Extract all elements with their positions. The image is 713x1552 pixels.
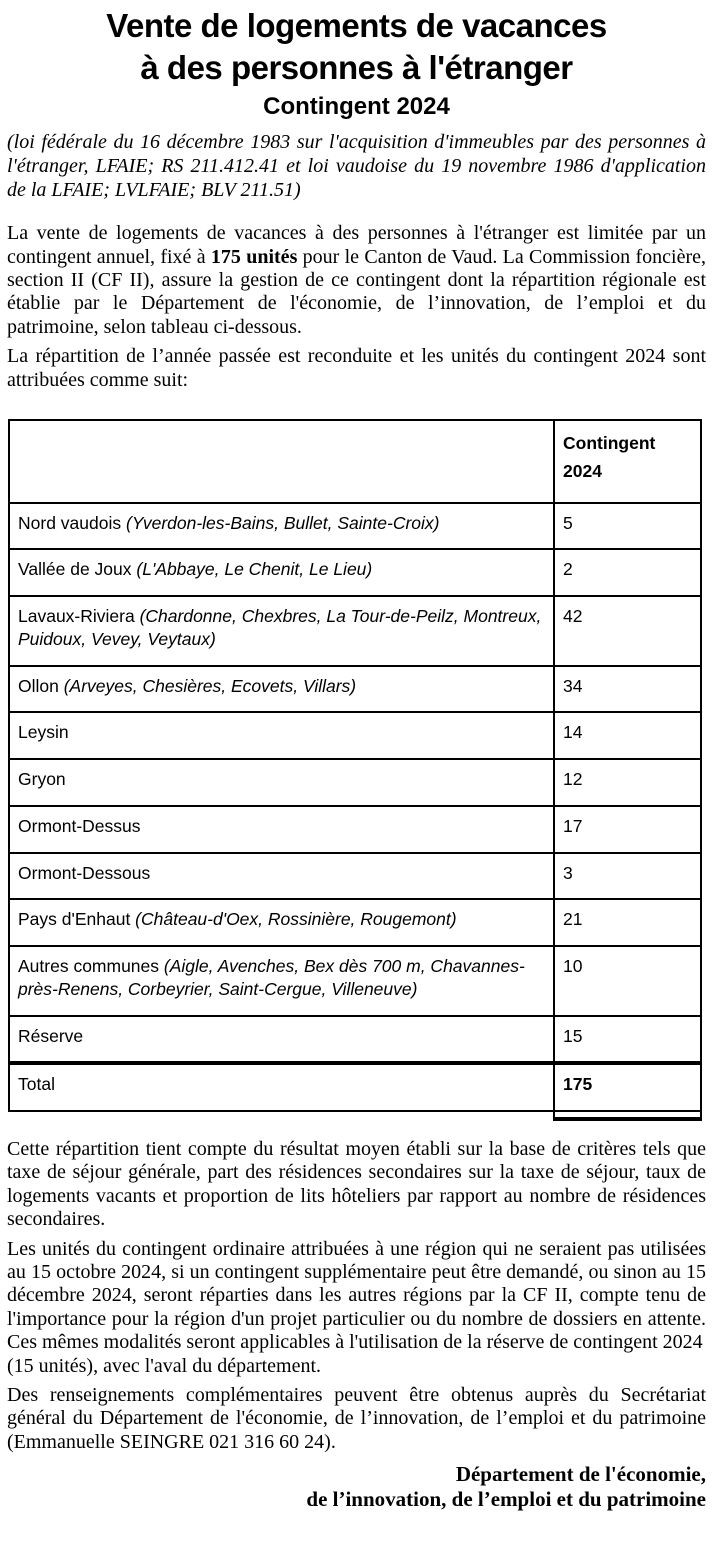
region-name: Nord vaudois [18,512,122,533]
table-row-pays-d-enhaut [9,899,701,946]
value-cell: 34 [554,666,701,713]
table-row-vallee-de-joux [9,549,701,596]
table-row-autres-communes [9,946,701,1016]
region-name: Réserve [18,1025,84,1046]
region-cell [9,503,554,550]
p4-main-text: Les unités du contingent ordinaire attribuées à une région qui ne seraient pas utilisées au 15 octobre 2024, si un contingent supplémentaire peut être demandé, ou sinon au 15 décembre 2024, seront réparties dans les autres régions par la CF II, compte tenu de l'importance pour la région d'un projet particulier ou du nombre de dossiers en attente. Ces mêmes modalités seront applicables à l'utilisation de la réserve de contingent 2024 [7,1237,706,1354]
region-communes: (Arveyes, Chesières, Ecovets, Villars) [58,675,357,696]
region-header-cell [9,420,554,503]
region-name: Ormont-Dessus [18,815,141,836]
region-name: Autres communes [18,956,160,977]
region-name: Pays d'Enhaut [18,909,131,930]
region-communes: (Aigle, Avenches, Bex dès 700 m, Chavannes-près-Renens, Corbeyrier, Saint-Cergue, Villeneuve) [18,956,525,999]
value-cell: 12 [554,759,701,806]
region-cell [9,853,554,900]
contingent-header-cell [554,420,701,503]
region-communes: (Chardonne, Chexbres, La Tour-de-Peilz, Montreux, Puidoux, Vevey, Veytaux) [18,606,542,649]
region-name: Ollon [18,675,59,696]
paragraph-contact: Des renseignements complémentaires peuvent être obtenus auprès du Secrétariat général du Département de l'économie, de l’innovation, de l’emploi et du patrimoine (Emmanuelle SEINGRE 021 316 60 24). [7,1383,706,1453]
contingent-header-line2: 2024 [563,461,602,482]
table-row-nord-vaudois [9,503,701,550]
p4-second-line: (15 unités), avec l'aval du département. [7,1354,322,1377]
p1-text-before: La vente de logements de vacances à des personnes à l'étranger est limitée par un contingent annuel, fixé à [7,222,706,268]
region-cell [9,712,554,759]
contingent-header-line1: Contingent [563,432,656,453]
region-communes: (Yverdon-les-Bains, Bullet, Sainte-Croix) [121,512,440,533]
signature-block [7,1462,706,1512]
table-row-gryon [9,759,701,806]
p1-text-after: pour le Canton de Vaud. La Commission foncière, section II (CF II), assure la gestion de ce contingent dont la répartition régionale est établie par le Département de l'économie, de l’innovation, de l’emploi et du patrimoine, selon tableau ci-dessous. [7,245,706,338]
table-row-ormont-dessus [9,806,701,853]
signature-line1: Département de l'économie, [455,1462,706,1487]
table-row-ollon [9,666,701,713]
legal-reference: (loi fédérale du 16 décembre 1983 sur l'acquisition d'immeubles par des personnes à l'étranger, LFAIE; RS 211.412.41 et loi vaudoise du 19 novembre 1986 d'application de la LFAIE; LVLFAIE; BLV 211.51) [7,131,706,202]
table-spacer-row [9,1111,701,1119]
region-cell [9,899,554,946]
region-cell [9,946,554,1016]
spacer-right-cell [554,1111,701,1119]
signature-line2: de l’innovation, de l’emploi et du patrimoine [306,1487,706,1512]
table-header-row [9,420,701,503]
spacer-left-cell [9,1111,554,1119]
contingent-table [8,419,702,1121]
table-row-reserve [9,1016,701,1064]
table-row-ormont-dessous [9,853,701,900]
value-cell: 2 [554,549,701,596]
value-cell: 5 [554,503,701,550]
total-value-cell: 175 [554,1063,701,1111]
paragraph-criteria: Cette répartition tient compte du résultat moyen établi sur la base de critères tels que taxe de séjour générale, part des résidences secondaires sur la taxe de séjour, taux de logements vacants et proportion de lits hôteliers par rapport au nombre de résidences secondaires. [7,1138,706,1231]
region-cell [9,666,554,713]
region-cell [9,806,554,853]
region-cell [9,596,554,666]
page-subtitle: Contingent 2024 [263,93,450,121]
region-cell [9,1016,554,1064]
region-cell [9,759,554,806]
paragraph-repartition: La répartition de l’année passée est reconduite et les unités du contingent 2024 sont attribuées comme suit: [7,345,706,391]
value-cell: 14 [554,712,701,759]
units-total-bold: 175 unités [210,245,298,268]
paragraph-contingent-intro [7,222,706,339]
region-cell [9,549,554,596]
page-title-line1: Vente de logements de vacances [106,7,607,44]
value-cell: 42 [554,596,701,666]
region-name: Gryon [18,769,66,790]
table-row-lavaux-riviera [9,596,701,666]
page-title [7,5,706,88]
value-cell: 15 [554,1016,701,1064]
region-name: Leysin [18,722,69,743]
region-communes: (Château-d'Oex, Rossinière, Rougemont) [130,909,457,930]
paragraph-reallocation [7,1238,706,1378]
value-cell: 17 [554,806,701,853]
region-name: Vallée de Joux [18,559,132,580]
page-title-line2: à des personnes à l'étranger [140,48,573,86]
value-cell: 3 [554,853,701,900]
region-name: Lavaux-Riviera [18,606,135,627]
value-cell: 21 [554,899,701,946]
table-total-row [9,1063,701,1111]
table-row-leysin [9,712,701,759]
region-communes: (L'Abbaye, Le Chenit, Le Lieu) [131,559,373,580]
value-cell: 10 [554,946,701,1016]
total-label-cell: Total [9,1063,554,1111]
region-name: Ormont-Dessous [18,862,151,883]
